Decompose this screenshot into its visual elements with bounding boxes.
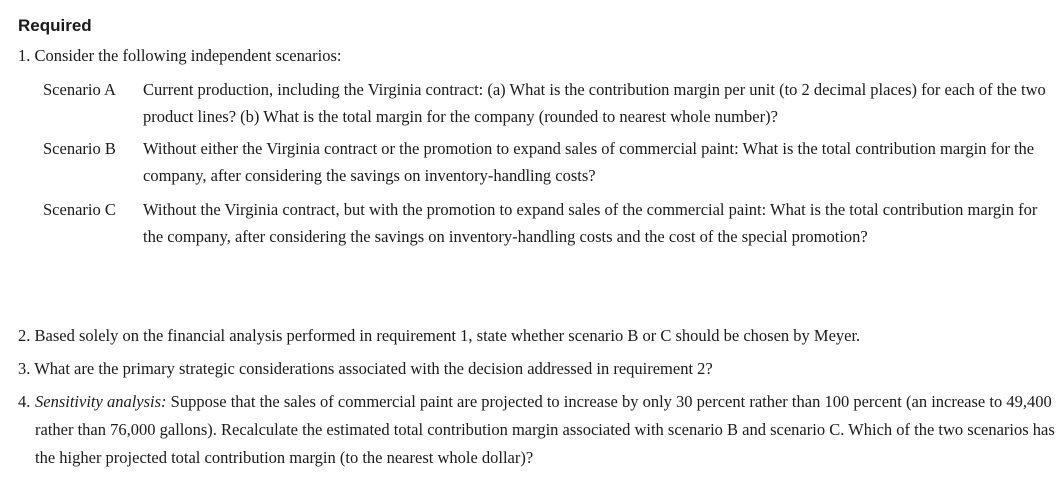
requirement-3 [18,359,713,379]
scenario-b-text: Without either the Virginia contract or the promotion to expand sales of commercial paint: What is the total contribution margin for the company, after considering the savings on inventory-handling costs? [143,139,1035,185]
scenario-a-text: Current production, including the Virginia contract: (a) What is the contribution margin per unit (to 2 decimal places) for each of the two product lines? (b) What is the total margin for the company (rounded to nearest whole number)? [143,80,1046,126]
section-heading: Required [18,16,92,35]
scenario-c-text: Without the Virginia contract, but with the promotion to expand sales of the commercial paint: What is the total contribution margin for the company, after considering the savings on inventory-handling costs and the cost of the special promotion? [143,200,1038,246]
requirement-4-italic-lead: Sensitivity analysis: [35,392,167,411]
requirement-1-text: Consider the following independent scenarios: [34,46,342,65]
requirement-2-number: 2. [18,326,31,345]
requirement-4 [35,388,1055,472]
requirement-1 [18,46,342,66]
requirement-2-text: Based solely on the financial analysis performed in requirement 1, state whether scenario B or C should be chosen by Meyer. [34,326,861,345]
scenario-b-label: Scenario B [43,139,116,158]
requirement-4-text: Suppose that the sales of commercial paint are projected to increase by only 30 percent rather than 100 percent (an increase to 49,400 rather than 76,000 gallons). Recalculate the estimated total contribution margin associated with scenario B and scenario C. Which of the two scenarios has the higher projected total contribution margin (to the nearest whole dollar)? [35,392,1055,467]
scenario-a-label: Scenario A [43,80,116,99]
requirement-1-number: 1. [18,46,31,65]
requirement-3-number: 3. [18,359,31,378]
requirement-4-number: 4. [18,392,31,411]
scenario-c-label: Scenario C [43,200,116,219]
requirement-3-text: What are the primary strategic considerations associated with the decision addressed in requirement 2? [34,359,713,378]
requirement-2 [18,326,860,346]
